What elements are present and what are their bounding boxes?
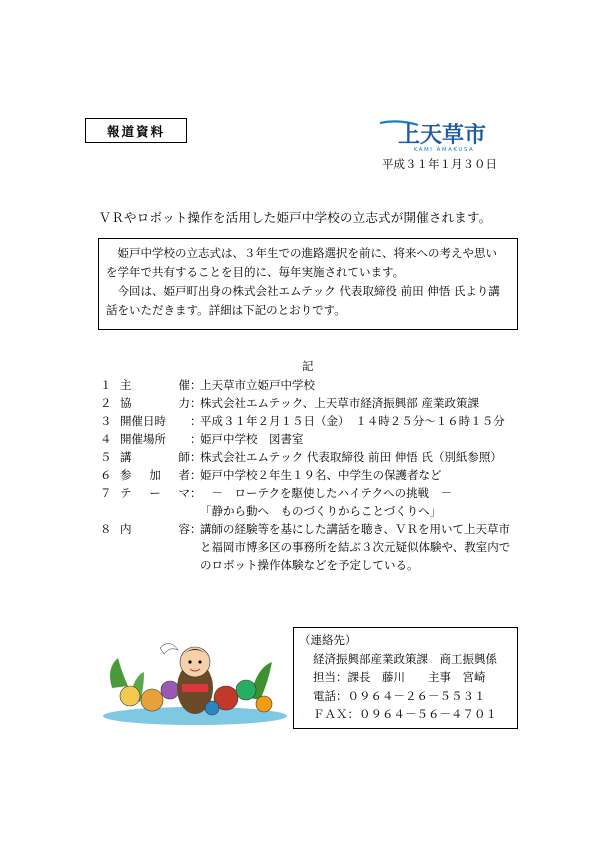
item-label-part: 協 [120, 396, 132, 410]
detail-item: ５ 講 師 ： 株式会社エムテック 代表取締役 前田 伸悟 氏（別紙参照） [100, 448, 540, 466]
item-label-part: 講 [120, 450, 132, 464]
item-label [120, 448, 190, 466]
item-number: ６ [100, 468, 112, 482]
item-label [120, 430, 190, 448]
item-value: 株式会社エムテック、上天草市経済振興部 産業政策課 [200, 396, 479, 410]
item-label-part: 参 [120, 468, 132, 482]
detail-item: ８ 内 容 ： 講師の経験等を基にした講話を聴き、ＶＲを用いて上天草市 [100, 520, 540, 538]
item-label [120, 520, 190, 538]
item-label [120, 394, 190, 412]
item-label-part: 者 [178, 468, 190, 482]
item-label [120, 484, 190, 502]
release-date: 平成３１年１月３０日 [382, 157, 497, 171]
detail-item: １ 主 催 ： 上天草市立姫戸中学校 [100, 376, 540, 394]
contact-phone: 電話：０９６４－２６－５５３１ [313, 688, 486, 703]
svg-text:上天草市: 上天草市 [397, 123, 487, 148]
contact-department: 経済振興部産業政策課 商工振興係 [313, 651, 497, 666]
item-value-continuation: 「静から動へ ものづくりからことづくりへ」 [200, 504, 442, 518]
detail-item: ６ 参 加 者 ： 姫戸中学校２年生１９名、中学生の保護者など [100, 466, 540, 484]
detail-item: ３ 開催日時 ： 平成３１年２月１５日（金） １４時２５分～１６時１５分 [100, 412, 540, 430]
item-label-part: 力 [178, 396, 190, 410]
item-number: ７ [100, 486, 112, 500]
kamiamakusa-city-logo [378, 117, 506, 153]
ki-heading: 記 [302, 359, 314, 373]
contact-box [293, 627, 518, 729]
item-value: 平成３１年２月１５日（金） １４時２５分～１６時１５分 [200, 414, 505, 428]
item-label [120, 466, 190, 484]
detail-item: ７ テ ー マ ： － ローテクを駆使したハイテクへの挑戦 － [100, 484, 540, 502]
item-label-part: テ [120, 486, 132, 500]
item-value: 講師の経験等を基にした講話を聴き、ＶＲを用いて上天草市 [200, 522, 511, 536]
summary-box [98, 238, 518, 330]
item-number: ３ [100, 414, 112, 428]
item-number: １ [100, 378, 112, 392]
details-list [100, 376, 540, 574]
item-label-part: 開催日時 [120, 414, 166, 428]
item-value: 株式会社エムテック 代表取締役 前田 伸悟 氏（別紙参照） [200, 450, 502, 464]
item-label-part: 内 [120, 522, 132, 536]
svg-text:KAMI AMAKUSA: KAMI AMAKUSA [413, 147, 475, 153]
detail-item: ２ 協 力 ： 株式会社エムテック、上天草市経済振興部 産業政策課 [100, 394, 540, 412]
press-release-label: 報道資料 [85, 118, 187, 143]
item-value: 姫戸中学校 図書室 [200, 432, 304, 446]
mascot-characters-illustration [100, 628, 290, 728]
item-number: ５ [100, 450, 112, 464]
item-label-part: 師 [178, 450, 190, 464]
item-value-continuation: と福岡市博多区の事務所を結ぶ３次元疑似体験や、教室内で [200, 540, 511, 554]
item-number: ８ [100, 522, 112, 536]
contact-title: （連絡先） [299, 633, 357, 647]
item-label-part: 容 [178, 522, 190, 536]
summary-paragraph: 今回は、姫戸町出身の株式会社エムテック 代表取締役 前田 伸悟 氏より講話をいただきます。詳細は下記のとおりです。 [106, 284, 500, 317]
item-label-part: 催 [178, 378, 190, 392]
item-value-continuation: のロボット操作体験などを予定している。 [200, 558, 419, 572]
item-value: 上天草市立姫戸中学校 [200, 378, 315, 392]
item-label [120, 376, 190, 394]
item-label-part: マ [178, 486, 190, 500]
item-number: ４ [100, 432, 112, 446]
contact-fax: ＦＡＸ：０９６４－５６－４７０１ [313, 707, 497, 721]
contact-person: 担当：課長 藤川 主事 宮崎 [313, 670, 486, 684]
item-value: 姫戸中学校２年生１９名、中学生の保護者など [200, 468, 442, 482]
item-label-part: ー [149, 486, 161, 500]
item-number: ２ [100, 396, 112, 410]
summary-paragraph: 姫戸中学校の立志式は、３年生での進路選択を前に、将来への考えや思いを学年で共有することを目的に、毎年実施されています。 [106, 246, 497, 279]
detail-item: ４ 開催場所 ： 姫戸中学校 図書室 [100, 430, 540, 448]
item-label-part: 加 [149, 468, 161, 482]
item-label-part: 開催場所 [120, 432, 166, 446]
item-label [120, 412, 190, 430]
headline: ＶＲやロボット操作を活用した姫戸中学校の立志式が開催されます。 [98, 210, 492, 225]
item-label-part: 主 [120, 378, 132, 392]
item-value: － ローテクを駆使したハイテクへの挑戦 － [200, 486, 453, 500]
